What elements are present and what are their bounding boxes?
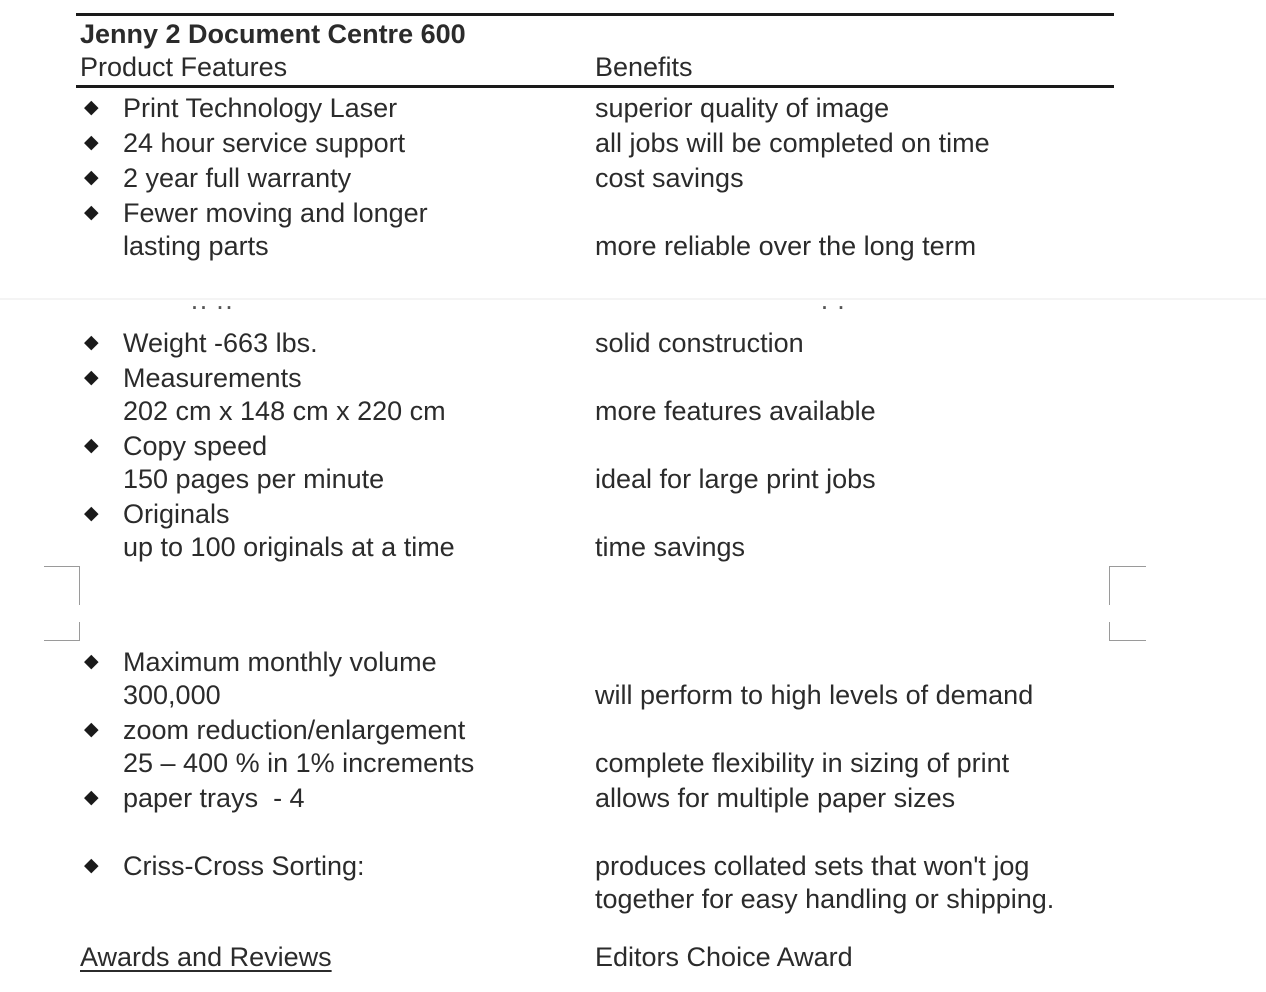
- bullet-icon: ◆: [84, 503, 99, 524]
- benefit-text: superior quality of image: [595, 93, 890, 123]
- feature-text: paper trays - 4: [123, 783, 305, 813]
- bullet-icon: ◆: [84, 651, 99, 672]
- feature-text: Measurements: [123, 363, 302, 393]
- feature-text-continued: 300,000: [123, 680, 221, 710]
- benefit-text: will perform to high levels of demand: [595, 680, 1034, 710]
- feature-text-continued: 150 pages per minute: [123, 464, 385, 494]
- feature-text: 24 hour service support: [123, 128, 406, 158]
- benefit-text: ideal for large print jobs: [595, 464, 876, 494]
- feature-text: Criss-Cross Sorting:: [123, 851, 365, 881]
- bullet-icon: ◆: [84, 167, 99, 188]
- features-column-header: Product Features: [80, 52, 288, 82]
- benefit-text: cost savings: [595, 163, 744, 193]
- benefit-text: all jobs will be completed on time: [595, 128, 990, 158]
- top-rule: [76, 13, 1114, 16]
- benefit-text: produces collated sets that won't jog: [595, 851, 1030, 881]
- feature-text-continued: 202 cm x 148 cm x 220 cm: [123, 396, 446, 426]
- benefit-text: solid construction: [595, 328, 804, 358]
- clipped-line-right: · ·: [820, 291, 846, 321]
- benefit-text: time savings: [595, 532, 746, 562]
- feature-text: Maximum monthly volume: [123, 647, 437, 677]
- feature-text: Weight -663 lbs.: [123, 328, 318, 358]
- awards-value: Editors Choice Award: [595, 942, 853, 972]
- clipped-line-left: ·· ··: [190, 291, 234, 321]
- benefits-column-header: Benefits: [595, 52, 693, 82]
- feature-text: Print Technology Laser: [123, 93, 398, 123]
- bullet-icon: ◆: [84, 855, 99, 876]
- feature-text: Originals: [123, 499, 230, 529]
- benefit-text: complete flexibility in sizing of print: [595, 748, 1010, 778]
- bullet-icon: ◆: [84, 435, 99, 456]
- feature-text-continued: up to 100 originals at a time: [123, 532, 455, 562]
- document-title: Jenny 2 Document Centre 600: [80, 19, 466, 49]
- bullet-icon: ◆: [84, 332, 99, 353]
- bullet-icon: ◆: [84, 719, 99, 740]
- page-corner-mark-bottom-left: [44, 622, 80, 641]
- awards-heading: Awards and Reviews: [80, 942, 332, 972]
- bullet-icon: ◆: [84, 97, 99, 118]
- bullet-icon: ◆: [84, 367, 99, 388]
- benefit-text-continued: together for easy handling or shipping.: [595, 884, 1055, 914]
- page-corner-mark-bottom-right: [1109, 622, 1146, 641]
- page-corner-mark-top-right: [1109, 566, 1146, 605]
- bullet-icon: ◆: [84, 787, 99, 808]
- feature-text: zoom reduction/enlargement: [123, 715, 466, 745]
- bullet-icon: ◆: [84, 132, 99, 153]
- header-rule: [76, 85, 1114, 88]
- feature-text: Fewer moving and longer: [123, 198, 428, 228]
- benefit-text: more reliable over the long term: [595, 231, 977, 261]
- feature-text: Copy speed: [123, 431, 268, 461]
- page-corner-mark-top-left: [44, 566, 80, 605]
- benefit-text: allows for multiple paper sizes: [595, 783, 956, 813]
- feature-text-continued: 25 – 400 % in 1% increments: [123, 748, 475, 778]
- feature-text: 2 year full warranty: [123, 163, 352, 193]
- bullet-icon: ◆: [84, 202, 99, 223]
- feature-text-continued: lasting parts: [123, 231, 269, 261]
- benefit-text: more features available: [595, 396, 876, 426]
